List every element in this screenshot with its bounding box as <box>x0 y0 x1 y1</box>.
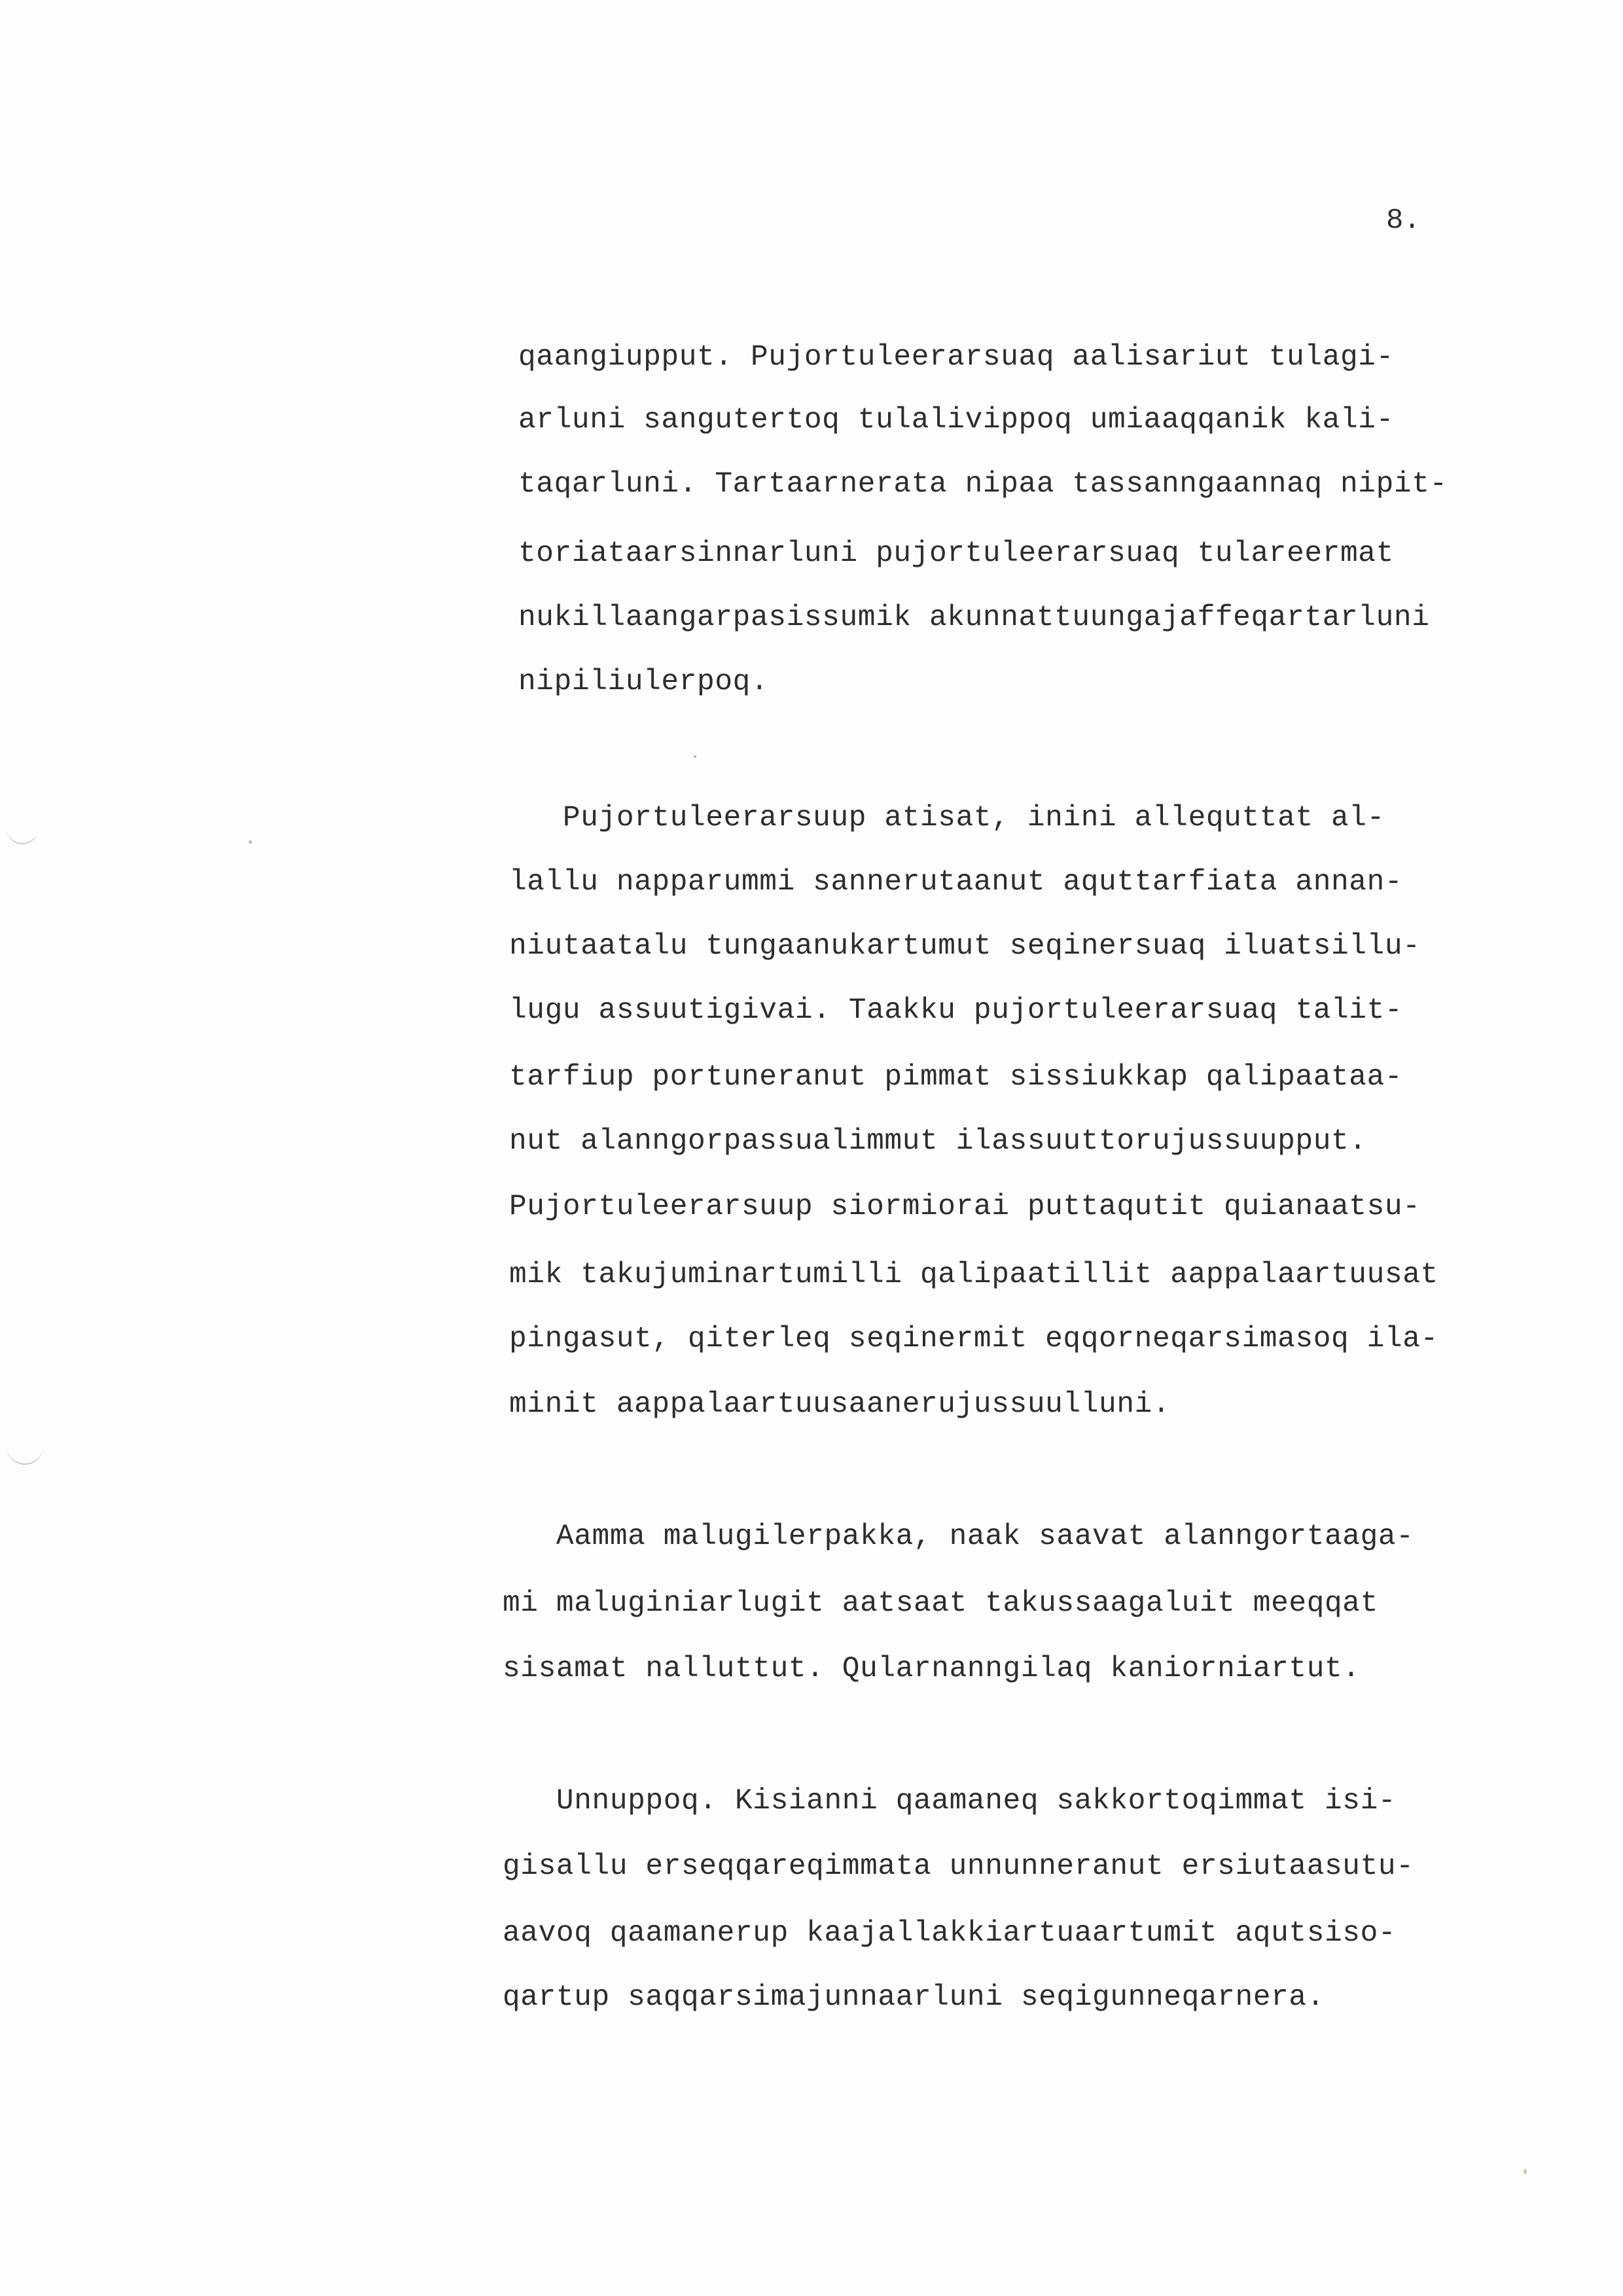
text-line: taqarluni. Tartaarnerata nipaa tassanngaannaq nipit- <box>518 468 1448 501</box>
text-line: nut alanngorpassualimmut ilassuuttorujussuupput. <box>509 1125 1367 1158</box>
text-line: niutaatalu tungaanukartumut seqinersuaq iluatsillu- <box>509 930 1421 963</box>
text-line: Aamma malugilerpakka, naak saavat alanngortaaga- <box>503 1520 1414 1553</box>
scan-speck <box>249 840 252 844</box>
text-line: sisamat nalluttut. Qularnanngilaq kaniorniartut. <box>503 1653 1361 1685</box>
page-number: 8. <box>1386 204 1421 237</box>
scan-speck <box>694 755 696 758</box>
text-line: lugu assuutigivai. Taakku pujortuleerarsuaq talit- <box>509 994 1403 1027</box>
text-line: mi maluginiarlugit aatsaat takussaagaluit meeqqat <box>503 1587 1378 1620</box>
scan-edge-mark <box>7 1437 43 1465</box>
text-line: arluni sangutertoq tulalivippoq umiaaqqanik kali- <box>518 404 1394 437</box>
scan-speck <box>1524 2169 1527 2174</box>
text-line: lallu napparummi sannerutaanut aquttarfiata annan- <box>509 866 1403 899</box>
text-line: minit aappalaartuusaanerujussuulluni. <box>509 1388 1171 1421</box>
text-line: Pujortuleerarsuup atisat, inini allequttat al- <box>509 802 1385 834</box>
text-line: toriataarsinnarluni pujortuleerarsuaq tulareermat <box>518 537 1394 570</box>
text-line: Unnuppoq. Kisianni qaamaneq sakkortoqimmat isi- <box>503 1785 1397 1818</box>
text-line: aavoq qaamanerup kaajallakkiartuaartumit aqutsiso- <box>503 1917 1397 1950</box>
text-line: nipiliulerpoq. <box>518 666 769 698</box>
scan-edge-mark <box>7 814 38 844</box>
text-line: qaangiupput. Pujortuleerarsuaq aalisariut tulagi- <box>518 341 1394 374</box>
text-line: qartup saqqarsimajunnaarluni seqigunneqarnera. <box>503 1981 1325 2014</box>
text-line: tarfiup portuneranut pimmat sissiukkap qalipaataa- <box>509 1061 1403 1094</box>
text-line: pingasut, qiterleq seqinermit eqqorneqarsimasoq ila- <box>509 1323 1438 1355</box>
text-line: Pujortuleerarsuup siormiorai puttaqutit quianaatsu- <box>509 1191 1421 1223</box>
text-line: gisallu erseqqareqimmata unnunneranut ersiutaasutu- <box>503 1850 1414 1883</box>
text-line: nukillaangarpasissumik akunnattuungajaffeqartarluni <box>518 601 1430 634</box>
text-line: mik takujuminartumilli qalipaatillit aappalaartuusat <box>509 1259 1438 1291</box>
